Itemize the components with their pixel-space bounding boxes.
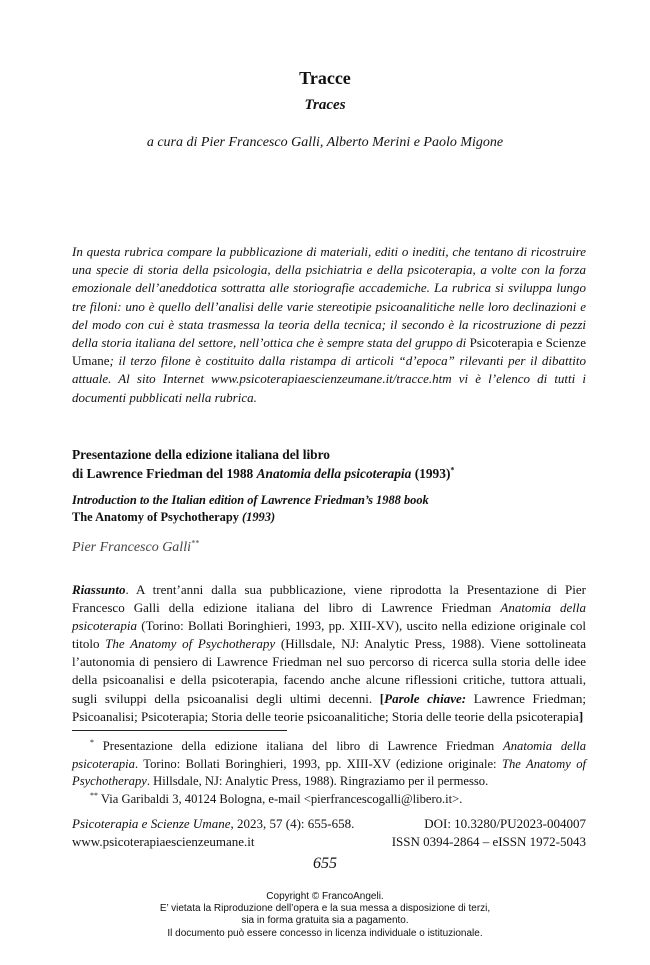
abstract-book-english: The Anatomy of Psychotherapy [105, 636, 276, 652]
citation-journal: Psicoterapia e Scienze Umane [72, 816, 231, 831]
citation-reference [72, 815, 354, 833]
footnote-1 [72, 738, 586, 791]
author-name: Pier Francesco Galli [72, 540, 191, 555]
page-number: 655 [313, 855, 337, 872]
keywords-open-bracket: [ [379, 690, 385, 706]
copyright-line-4: Il documento può essere concesso in licenza individuale o istituzionale. [167, 927, 483, 939]
keywords-label: Parole chiave: [384, 690, 467, 706]
footnote-2-mark: ** [90, 790, 98, 800]
copyright-notice [0, 891, 650, 940]
intro-text-part1: In questa rubrica compare la pubblicazione di materiali, editi o inediti, che tentano di ricostruire una specie di storia della psicologia, della psichiatria e della psicoterapia, a volte con la forza emozionale dell’aneddotica sottratta alle storiografie accademiche. La rubrica si sviluppa lungo tre filoni: uno è quello dell’analisi delle varie stereotipie psicoanalitiche nelle loro declinazioni e del modo con cui è stata trasmessa la teoria della tecnica; il secondo è la ricostruzione di pezzi della storia italiana del settore, nell’ottica che è sempre stata del gruppo di [72, 244, 586, 351]
english-title-year: (1993) [238, 510, 276, 524]
footnote-1-book-english: The Anatomy of Psychotherapy [72, 756, 586, 788]
footnote-mark-2[interactable]: ** [190, 538, 199, 548]
citation-doi[interactable]: DOI: 10.3280/PU2023-004007 [424, 816, 586, 831]
english-title-line1: Introduction to the Italian edition of Lawrence Friedman’s 1988 book [72, 493, 429, 507]
citation-issn: ISSN 0394-2864 – eISSN 1972-5043 [391, 833, 586, 849]
citation-row-1 [72, 815, 586, 833]
citation-website[interactable]: www.psicoterapiaescienzeumane.it [72, 833, 255, 849]
footnote-1-mark: * [90, 737, 94, 747]
article-title-book: Anatomia della psicoterapia [256, 465, 412, 481]
footnote-divider [72, 730, 287, 731]
footnote-1-book: Anatomia della psicoterapia [72, 739, 587, 771]
footnote-1-text-3: . Hillsdale, NJ: Analytic Press, 1988). Ringraziamo per il permesso. [146, 774, 489, 788]
english-title [72, 492, 586, 526]
rubric-subtitle: Traces [304, 97, 346, 113]
abstract-text-1: . A trent’anni dalla sua pubblicazione, viene riprodotta la Presentazione di Pier Francesco Galli della edizione italiana del libro di Lawrence Friedman [72, 582, 586, 616]
abstract-label: Riassunto [72, 582, 126, 597]
abstract [72, 581, 586, 726]
copyright-line-2: E’ vietata la Riproduzione dell’opera e la sua messa a disposizione di terzi, [159, 903, 491, 915]
footnote-2-text[interactable]: Via Garibaldi 3, 40124 Bologna, e-mail <pierfrancescogalli@libero.it>. [98, 792, 463, 806]
citation-details: , 2023, 57 (4): 655-658. [230, 816, 355, 831]
article-title-text: di Lawrence Friedman del 1988 [72, 465, 257, 481]
rubric-editors: a cura di Pier Francesco Galli, Alberto Merini e Paolo Migone [146, 135, 504, 150]
article-title-line2 [72, 465, 586, 484]
footnote-1-text-2: . Torino: Bollati Boringhieri, 1993, pp. XIII-XV (edizione originale: [134, 756, 502, 771]
citation-block [72, 815, 586, 850]
rubric-introduction [72, 243, 586, 407]
intro-text-part2: ; il terzo filone è costituito dalla ristampa di articoli “d’epoca” rilevanti per il dibattito attuale. Al sito Internet www.psicoterapiaescienzeumane.it/tracce.htm vi è l’elenco di tutti i documenti pubblicati nella rubrica. [72, 353, 586, 405]
article-author [72, 540, 199, 556]
article-title-year: (1993) [411, 465, 451, 481]
keywords-close-bracket: ] [578, 708, 584, 724]
article-title-line1: Presentazione della edizione italiana del libro [72, 447, 331, 462]
footnote-mark-1[interactable]: * [450, 465, 455, 475]
keywords-list: Lawrence Friedman; Psicoanalisi; Psicoterapia; Storia delle teorie psicoanalitiche; Storia delle teorie della psicoterapia [72, 690, 586, 724]
english-title-book: The Anatomy of Psychotherapy [72, 510, 239, 524]
citation-row-2 [72, 833, 586, 851]
article-title [72, 446, 586, 483]
copyright-line-1: Copyright © FrancoAngeli. [266, 891, 384, 902]
abstract-text-2: (Torino: Bollati Boringhieri, 1993, pp. XIII-XV), uscito nella edizione originale col titolo [72, 618, 586, 652]
footnote-2 [72, 791, 586, 809]
english-title-line2 [72, 509, 586, 526]
rubric-title: Tracce [299, 68, 351, 88]
intro-journal-name: Psicoterapia e Scienze Umane [72, 335, 586, 369]
abstract-book-italian: Anatomia della psicoterapia [72, 600, 587, 634]
copyright-line-3: sia in forma gratuita sia a pagamento. [241, 915, 409, 927]
footnote-1-text-1: Presentazione della edizione italiana del libro di Lawrence Friedman [94, 739, 504, 753]
abstract-text-3: (Hillsdale, NJ: Analytic Press, 1988). Viene sottolineata l’autonomia di pensiero di Lawrence Friedman nel suo percorso di ricerca sulla storia delle idee della psicoanalisi e della psicoterapia, facendo anche alcune riflessioni critiche, tuttora attuali, sugli sviluppi della psicoanalisi degli ultimi decenni. [72, 636, 586, 706]
